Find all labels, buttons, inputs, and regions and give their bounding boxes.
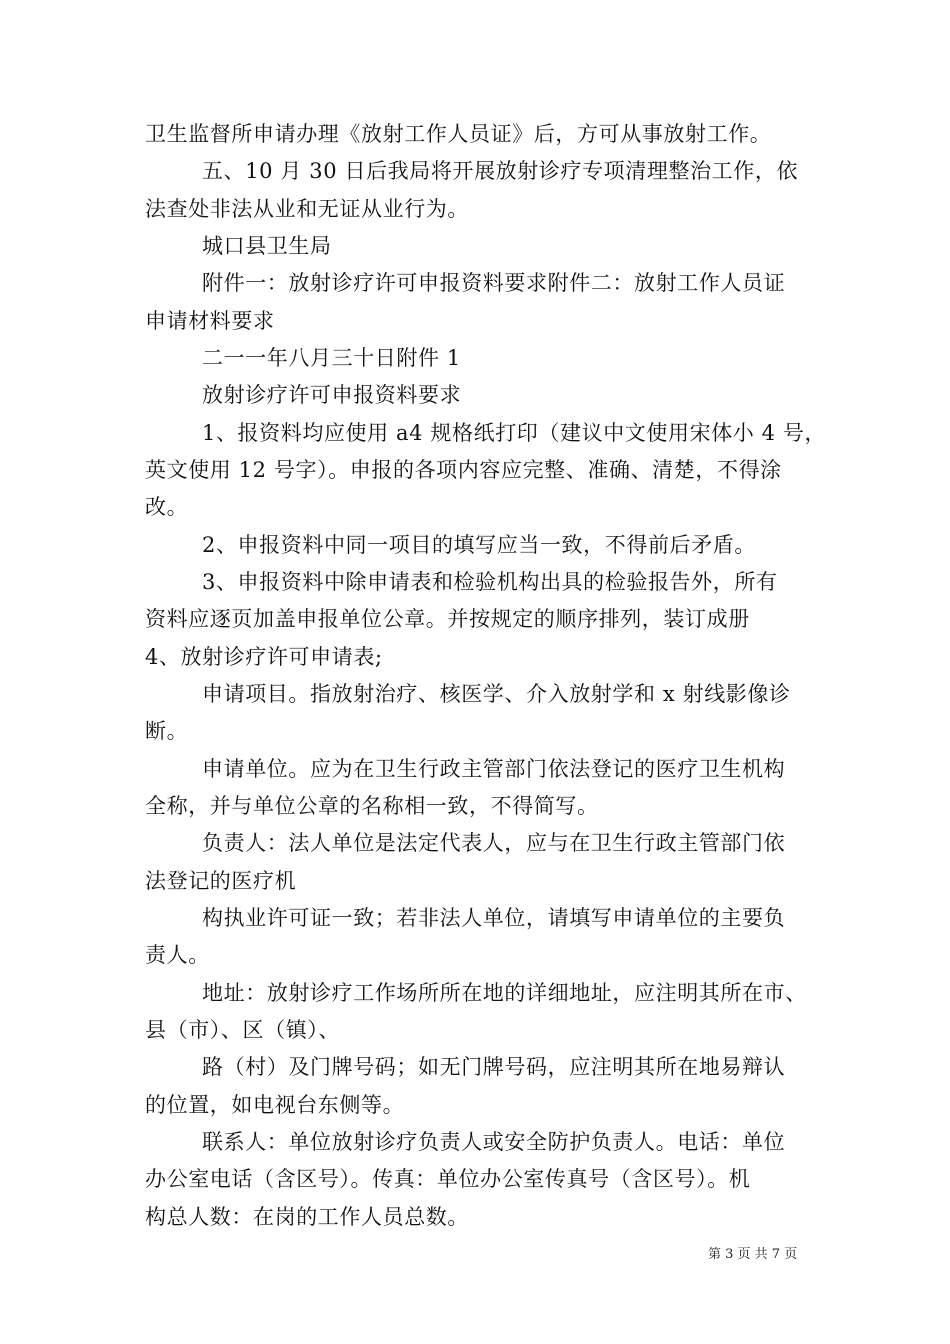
text-line: 路（村）及门牌号码；如无门牌号码，应注明其所在地易辩认: [202, 1055, 786, 1079]
text-line: 全称，并与单位公章的名称相一致，不得简写。: [145, 794, 599, 818]
text-line: 放射诊疗许可申报资料要求: [202, 383, 462, 407]
text-line: 申请材料要求: [145, 309, 275, 333]
text-line: 构总人数：在岗的工作人员总数。: [145, 1205, 469, 1229]
text-line: 附件一：放射诊疗许可申报资料要求附件二：放射工作人员证: [202, 271, 786, 295]
text-line: 卫生监督所申请办理《放射工作人员证》后，方可从事放射工作。: [145, 122, 772, 146]
text-line: 资料应逐页加盖申报单位公章。并按规定的顺序排列，装订成册: [145, 607, 750, 631]
text-line: 地址：放射诊疗工作场所所在地的详细地址，应注明其所在市、: [202, 981, 807, 1005]
text-line: 1、报资料均应使用 a4 规格纸打印（建议中文使用宋体小 4 号，: [202, 421, 827, 445]
text-line: 断。: [145, 719, 189, 743]
text-line: 改。: [145, 495, 189, 519]
text-line: 联系人：单位放射诊疗负责人或安全防护负责人。电话：单位: [202, 1130, 786, 1154]
page-number: 第 3 页 共 7 页: [708, 1247, 798, 1262]
text-line: 的位置，如电视台东侧等。: [145, 1093, 405, 1117]
text-line: 办公室电话（含区号）。传真：单位办公室传真号（含区号）。机: [145, 1167, 751, 1191]
text-line: 法查处非法从业和无证从业行为。: [145, 197, 469, 221]
text-line: 4、放射诊疗许可申请表;: [145, 645, 383, 669]
text-line: 英文使用 12 号字）。申报的各项内容应完整、准确、清楚，不得涂: [145, 458, 782, 482]
text-line: 责人。: [145, 943, 210, 967]
text-line: 申请项目。指放射治疗、核医学、介入放射学和 x 射线影像诊: [202, 682, 791, 706]
text-line: 五、10 月 30 日后我局将开展放射诊疗专项清理整治工作，依: [202, 159, 799, 183]
text-line: 二一一年八月三十日附件 1: [202, 346, 461, 370]
text-line: 负责人：法人单位是法定代表人，应与在卫生行政主管部门依: [202, 831, 786, 855]
text-line: 申请单位。应为在卫生行政主管部门依法登记的医疗卫生机构: [202, 757, 786, 781]
text-line: 3、申报资料中除申请表和检验机构出具的检验报告外，所有: [202, 570, 778, 594]
text-line: 2、申报资料中同一项目的填写应当一致，不得前后矛盾。: [202, 533, 756, 557]
text-line: 构执业许可证一致；若非法人单位，请填写申请单位的主要负: [202, 906, 786, 930]
text-line: 城口县卫生局: [202, 234, 332, 258]
text-line: 法登记的医疗机: [145, 869, 297, 893]
text-line: 县（市）、区（镇）、: [145, 1018, 340, 1042]
